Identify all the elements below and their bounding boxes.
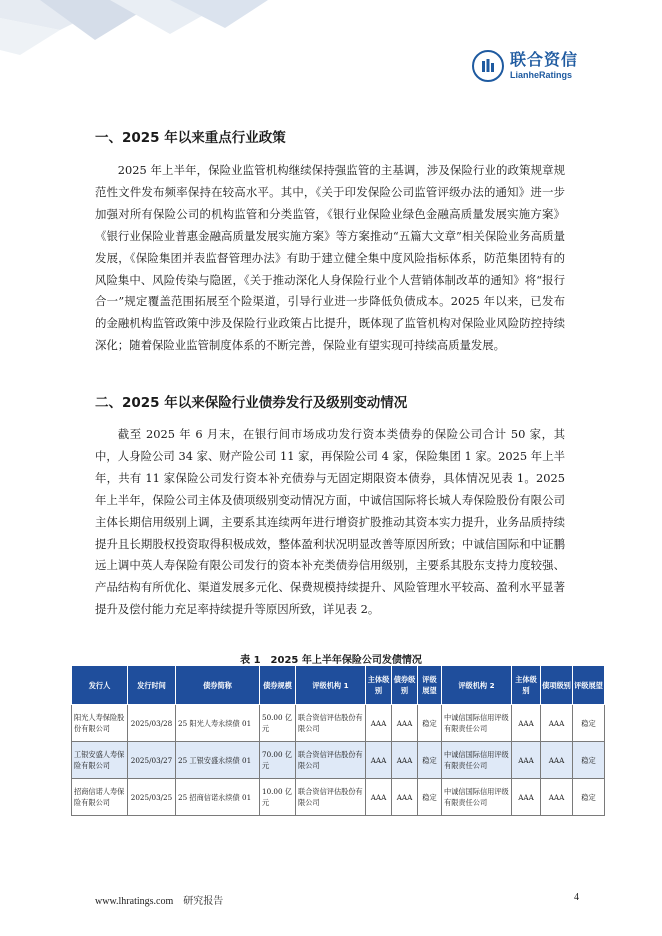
col-header: 主体级别: [512, 666, 541, 705]
footer-website-link[interactable]: www.lhratings.com: [95, 896, 174, 907]
col-header: 债券规模: [260, 666, 296, 705]
table-cell: AAA: [512, 779, 541, 816]
table-cell: 2025/03/28: [128, 705, 176, 742]
table-cell: 稳定: [418, 779, 442, 816]
table-cell: 阳光人寿保险股份有限公司: [72, 705, 128, 742]
table-cell: AAA: [392, 705, 418, 742]
table-row: [72, 705, 605, 742]
table-cell: 25 工银安盛永续债 01: [176, 742, 260, 779]
table-cell: AAA: [366, 742, 392, 779]
table-cell: AAA: [392, 742, 418, 779]
brand-name-cn: 联合资信: [510, 50, 579, 69]
section-2-title: 二、2025 年以来保险行业债券发行及级别变动情况: [95, 395, 408, 411]
table-cell: 25 招商信诺永续债 01: [176, 779, 260, 816]
table-cell: AAA: [541, 742, 573, 779]
table-header-row: [72, 666, 605, 705]
table-cell: AAA: [541, 705, 573, 742]
table-cell: 联合资信评估股份有限公司: [296, 779, 366, 816]
table-cell: AAA: [512, 742, 541, 779]
table-cell: 联合资信评估股份有限公司: [296, 705, 366, 742]
table-cell: 10.00 亿元: [260, 779, 296, 816]
table-cell: 50.00 亿元: [260, 705, 296, 742]
table-cell: AAA: [392, 779, 418, 816]
brand-name-en: LianheRatings: [510, 70, 573, 80]
table-cell: 稳定: [573, 779, 605, 816]
section-1-title: 一、2025 年以来重点行业政策: [95, 130, 286, 146]
table-cell: AAA: [541, 779, 573, 816]
table-cell: 中诚信国际信用评级有限责任公司: [442, 705, 512, 742]
table-cell: AAA: [512, 705, 541, 742]
table-cell: AAA: [366, 705, 392, 742]
page-number: 4: [574, 892, 579, 903]
table-cell: 中诚信国际信用评级有限责任公司: [442, 742, 512, 779]
col-header: 债项级别: [541, 666, 573, 705]
footer-doc-type: 研究报告: [183, 896, 224, 907]
section-2-paragraph: 截至 2025 年 6 月末，在银行间市场成功发行资本类债券的保险公司合计 50 家，其中，人身险公司 34 家、财产险公司 11 家，再保险公司 4 家，保险集团 1 家。2025 年上半年，共有 11 家保险公司发行资本补充债券与无固定期限资本债券，具体情况见表 1。2025 年上半年，保险公司主体及债项级别变动情况方面，中诚信国际将长城人寿保险股份有限公司主体长期信用级别上调，主要系其连续两年进行增资扩股推动其资本实力提升，业务品质持续提升且长期股权投资取得积极成效，整体盈利状况明显改善等原因所致；中诚信国际和中证鹏远上调中英人寿保险有限公司发行的资本补充类债券信用级别，主要系其股东支持力度较强、产品结构有所优化、渠道发展多元化、保费规模持续提升、风险管理水平较高、盈利水平显著提升及偿付能力充足率持续提升等原因所致，详见表 2。: [95, 427, 565, 617]
col-header: 债券级别: [392, 666, 418, 705]
table-cell: 25 阳光人寿永续债 01: [176, 705, 260, 742]
corner-decoration: [0, 0, 270, 60]
table-cell: AAA: [366, 779, 392, 816]
page-footer: [95, 892, 223, 907]
table-cell: 稳定: [418, 742, 442, 779]
table-cell: 招商信诺人寿保险有限公司: [72, 779, 128, 816]
col-header: 评级机构 2: [442, 666, 512, 705]
col-header: 债券简称: [176, 666, 260, 705]
table-row: [72, 779, 605, 816]
col-header: 主体级别: [366, 666, 392, 705]
table-cell: 稳定: [573, 705, 605, 742]
table-cell: 联合资信评估股份有限公司: [296, 742, 366, 779]
table-cell: 中诚信国际信用评级有限责任公司: [442, 779, 512, 816]
table-cell: 2025/03/27: [128, 742, 176, 779]
col-header: 评级展望: [573, 666, 605, 705]
col-header: 评级展望: [418, 666, 442, 705]
table-caption: 表 1 2025 年上半年保险公司发债情况: [240, 655, 422, 666]
table-cell: 70.00 亿元: [260, 742, 296, 779]
table-cell: 2025/03/25: [128, 779, 176, 816]
table-cell: 稳定: [573, 742, 605, 779]
table-cell: 工银安盛人寿保险有限公司: [72, 742, 128, 779]
brand-logo: [472, 50, 578, 82]
col-header: 发行人: [72, 666, 128, 705]
section-1-paragraph: 2025 年上半年，保险业监管机构继续保持强监管的主基调，涉及保险行业的政策规章规范性文件发布频率保持在较高水平。其中，《关于印发保险公司监管评级办法的通知》进一步加强对所有保险公司的机构监管和分类监管，《银行业保险业绿色金融高质量发展实施方案》《银行业保险业普惠金融高质量发展实施方案》等方案推动“五篇大文章”相关保险业务高质量发展，《保险集团并表监督管理办法》有助于建立健全集中度风险指标体系，防范集团特有的风险集中、风险传染与隐匿，《关于推动深化人身保险行业个人营销体制改革的通知》将“报行合一”规定覆盖范围拓展至个险渠道，引导行业进一步降低负债成本。2025 年以来，已发布的金融机构监管政策中涉及保险行业政策占比提升，既体现了监管机构对保险业风险防控持续深化；随着保险业监管制度体系的不断完善，保险业有望实现可持续高质量发展。: [95, 163, 565, 353]
lianhe-logo-icon: [472, 50, 504, 82]
col-header: 发行时间: [128, 666, 176, 705]
col-header: 评级机构 1: [296, 666, 366, 705]
table-row: [72, 742, 605, 779]
bond-issuance-table: [71, 665, 605, 816]
table-cell: 稳定: [418, 705, 442, 742]
